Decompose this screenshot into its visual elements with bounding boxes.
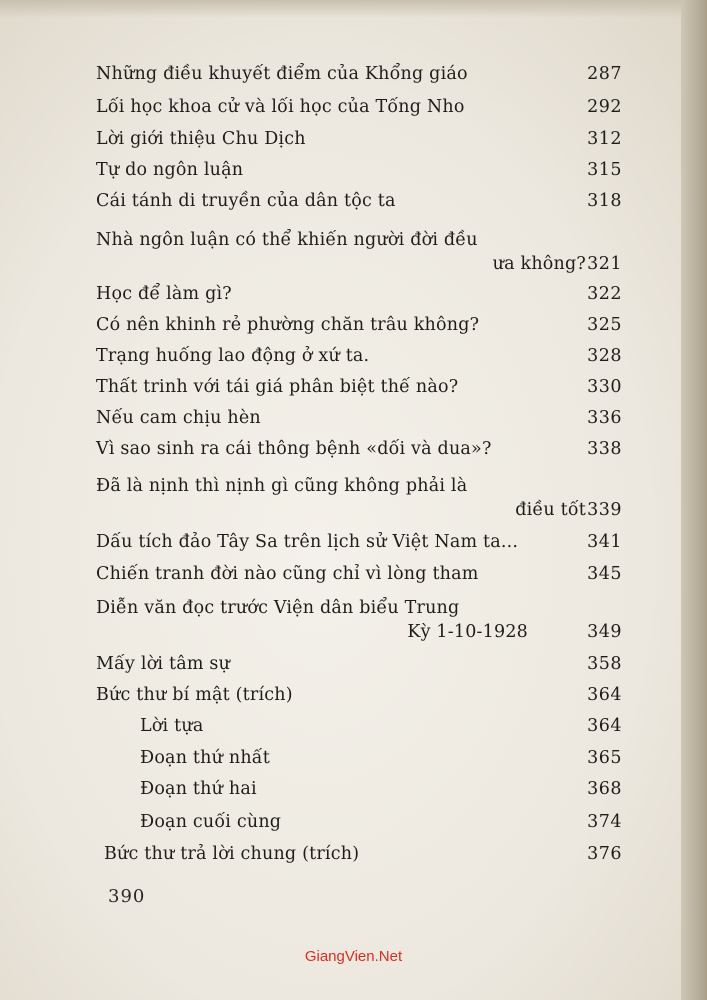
toc-entry-page: 345 [587, 564, 622, 584]
watermark-text: GiangVien.Net [304, 948, 403, 965]
toc-entry [96, 437, 622, 461]
toc-entry [96, 375, 622, 399]
toc-entry-title: Đoạn thứ hai [140, 779, 257, 799]
toc-entry-title-continued: Kỳ 1-10-1928 [407, 622, 528, 642]
toc-entry-page: 292 [587, 97, 622, 117]
toc-entry [96, 189, 622, 213]
toc-subentry [140, 714, 622, 738]
toc-entry [104, 842, 622, 866]
toc-entry-page: 339 [587, 500, 622, 520]
toc-entry-title: Mấy lời tâm sự [96, 654, 231, 674]
toc-subentry [140, 810, 622, 834]
toc-entry [96, 228, 622, 276]
toc-entry [96, 406, 622, 430]
toc-entry-title: Vì sao sinh ra cái thông bệnh «dối và dua»? [96, 439, 492, 459]
toc-entry-title-continued: điều tốt [515, 500, 586, 520]
toc-entry-page: 341 [587, 532, 622, 552]
toc-entry-page: 318 [587, 191, 622, 211]
toc-subentry [140, 746, 622, 770]
toc-entry-title: Diễn văn đọc trước Viện dân biểu Trung [96, 598, 460, 618]
toc-entry-page: 336 [587, 408, 622, 428]
toc-entry-title: Nhà ngôn luận có thể khiến người đời đều [96, 230, 478, 250]
toc-entry-page: 330 [587, 377, 622, 397]
toc-entry-title: Tự do ngôn luận [96, 160, 244, 180]
toc-entry-page: 364 [587, 716, 622, 736]
toc-entry-title: Bức thư trả lời chung (trích) [104, 844, 360, 864]
toc-entry-page: 322 [587, 284, 622, 304]
toc-entry-page: 365 [587, 748, 622, 768]
toc-entry [96, 62, 622, 86]
toc-entry-title: Nếu cam chịu hèn [96, 408, 261, 428]
toc-entry-page: 315 [587, 160, 622, 180]
toc-entry-page: 321 [587, 254, 622, 274]
toc-entry-title: Thất trinh với tái giá phân biệt thế nào? [96, 377, 459, 397]
toc-entry [96, 652, 622, 676]
toc-entry-page: 364 [587, 685, 622, 705]
toc-entry [96, 562, 622, 586]
toc-entry-page: 325 [587, 315, 622, 335]
toc-entry [96, 530, 622, 554]
toc-entry-title: Đã là nịnh thì nịnh gì cũng không phải là [96, 476, 468, 496]
toc-entry-title: Lời tựa [140, 716, 204, 736]
toc-entry-title: Lối học khoa cử và lối học của Tống Nho [96, 97, 465, 117]
toc-entry-page: 338 [587, 439, 622, 459]
toc-entry-title: Chiến tranh đời nào cũng chỉ vì lòng tham [96, 564, 479, 584]
toc-entry-title: Đoạn thứ nhất [140, 748, 270, 768]
toc-entry-title: Bức thư bí mật (trích) [96, 685, 293, 705]
toc-entry-page: 368 [587, 779, 622, 799]
toc-entry-page: 349 [587, 622, 622, 642]
toc-entry-page: 376 [587, 844, 622, 864]
toc-entry [96, 282, 622, 306]
toc-entry [96, 344, 622, 368]
toc-entry-title: Dấu tích đảo Tây Sa trên lịch sử Việt Nam ta... [96, 532, 519, 552]
toc-subentry [140, 777, 622, 801]
toc-entry-page: 328 [587, 346, 622, 366]
toc-entry-page: 312 [587, 129, 622, 149]
toc-entry [96, 127, 622, 151]
toc-entry-title: Học để làm gì? [96, 284, 232, 304]
toc-entry-title: Trạng huống lao động ở xứ ta. [96, 346, 370, 366]
toc-entry-title: Có nên khinh rẻ phường chăn trâu không? [96, 315, 480, 335]
toc-entry-page: 358 [587, 654, 622, 674]
toc-entry-title: Đoạn cuối cùng [140, 812, 282, 832]
toc-entry [96, 158, 622, 182]
toc-entry-title: Cái tánh di truyền của dân tộc ta [96, 191, 396, 211]
toc-entry-page: 287 [587, 64, 622, 84]
toc-entry [96, 313, 622, 337]
toc-entry [96, 95, 622, 119]
toc-entry-title-continued: ưa không? [492, 254, 586, 274]
toc-entry-title: Lời giới thiệu Chu Dịch [96, 129, 306, 149]
toc-entry [96, 683, 622, 707]
toc-entry-page: 374 [587, 812, 622, 832]
page-number: 390 [108, 886, 146, 907]
toc-entry [96, 596, 622, 644]
toc-entry-title: Những điều khuyết điểm của Khổng giáo [96, 64, 468, 84]
toc-entry [96, 474, 622, 522]
